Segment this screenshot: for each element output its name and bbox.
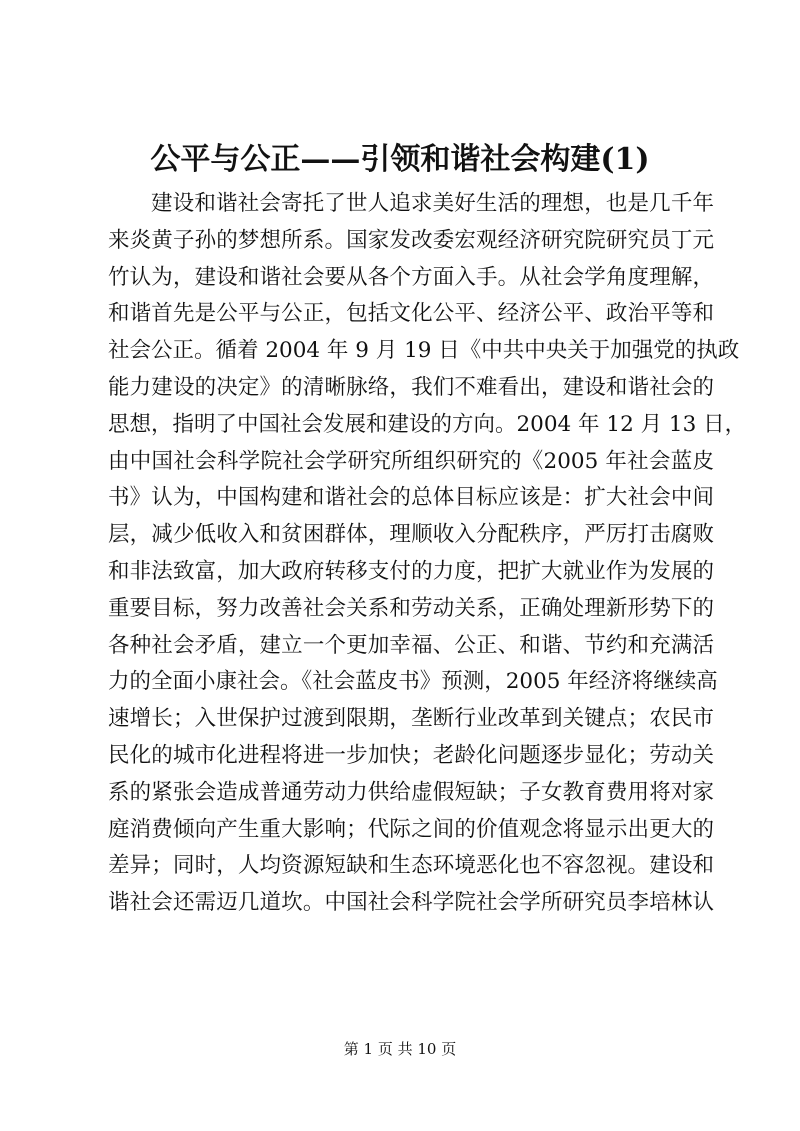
- body-line: 能力建设的决定》的清晰脉络，我们不难看出，建设和谐社会的: [108, 374, 714, 400]
- body-line: 速增长；入世保护过渡到限期，垄断行业改革到关键点；农民市: [108, 706, 714, 732]
- body-line: 重要目标，努力改善社会关系和劳动关系，正确处理新形势下的: [108, 595, 714, 621]
- document-title: 公平与公正——引领和谐社会构建(1): [150, 142, 650, 177]
- body-line: 差异；同时，人均资源短缺和生态环境恶化也不容忽视。建设和: [108, 853, 714, 879]
- body-line: 思想，指明了中国社会发展和建设的方向。2004 年 12 月 13 日，: [108, 411, 747, 437]
- body-line: 力的全面小康社会。《社会蓝皮书》预测，2005 年经济将继续高: [108, 669, 718, 695]
- body-line: 来炎黄子孙的梦想所系。国家发改委宏观经济研究院研究员丁元: [108, 227, 714, 253]
- body-line: 民化的城市化进程将进一步加快；老龄化问题逐步显化；劳动关: [108, 742, 714, 768]
- body-line: 谐社会还需迈几道坎。中国社会科学院社会学所研究员李培林认: [108, 890, 714, 916]
- body-line: 系的紧张会造成普通劳动力供给虚假短缺；子女教育费用将对家: [108, 779, 714, 805]
- document-body: [108, 186, 747, 922]
- body-line: 书》认为，中国构建和谐社会的总体目标应该是：扩大社会中间: [108, 485, 714, 511]
- body-line: 建设和谐社会寄托了世人追求美好生活的理想，也是几千年: [151, 191, 714, 216]
- page-footer: 第 1 页 共 10 页: [343, 1040, 457, 1058]
- body-line: 社会公正。循着 2004 年 9 月 19 日《中共中央关于加强党的执政: [108, 338, 740, 364]
- body-line: 和谐首先是公平与公正，包括文化公平、经济公平、政治平等和: [108, 301, 714, 327]
- body-line: 竹认为，建设和谐社会要从各个方面入手。从社会学角度理解，: [108, 264, 714, 290]
- body-line: 各种社会矛盾，建立一个更加幸福、公正、和谐、节约和充满活: [108, 632, 714, 658]
- body-line: 和非法致富，加大政府转移支付的力度，把扩大就业作为发展的: [108, 558, 714, 584]
- body-line: 层，减少低收入和贫困群体，理顺收入分配秩序，严厉打击腐败: [108, 522, 714, 548]
- body-line: 由中国社会科学院社会学研究所组织研究的《2005 年社会蓝皮: [108, 448, 714, 474]
- body-line: 庭消费倾向产生重大影响；代际之间的价值观念将显示出更大的: [108, 816, 714, 842]
